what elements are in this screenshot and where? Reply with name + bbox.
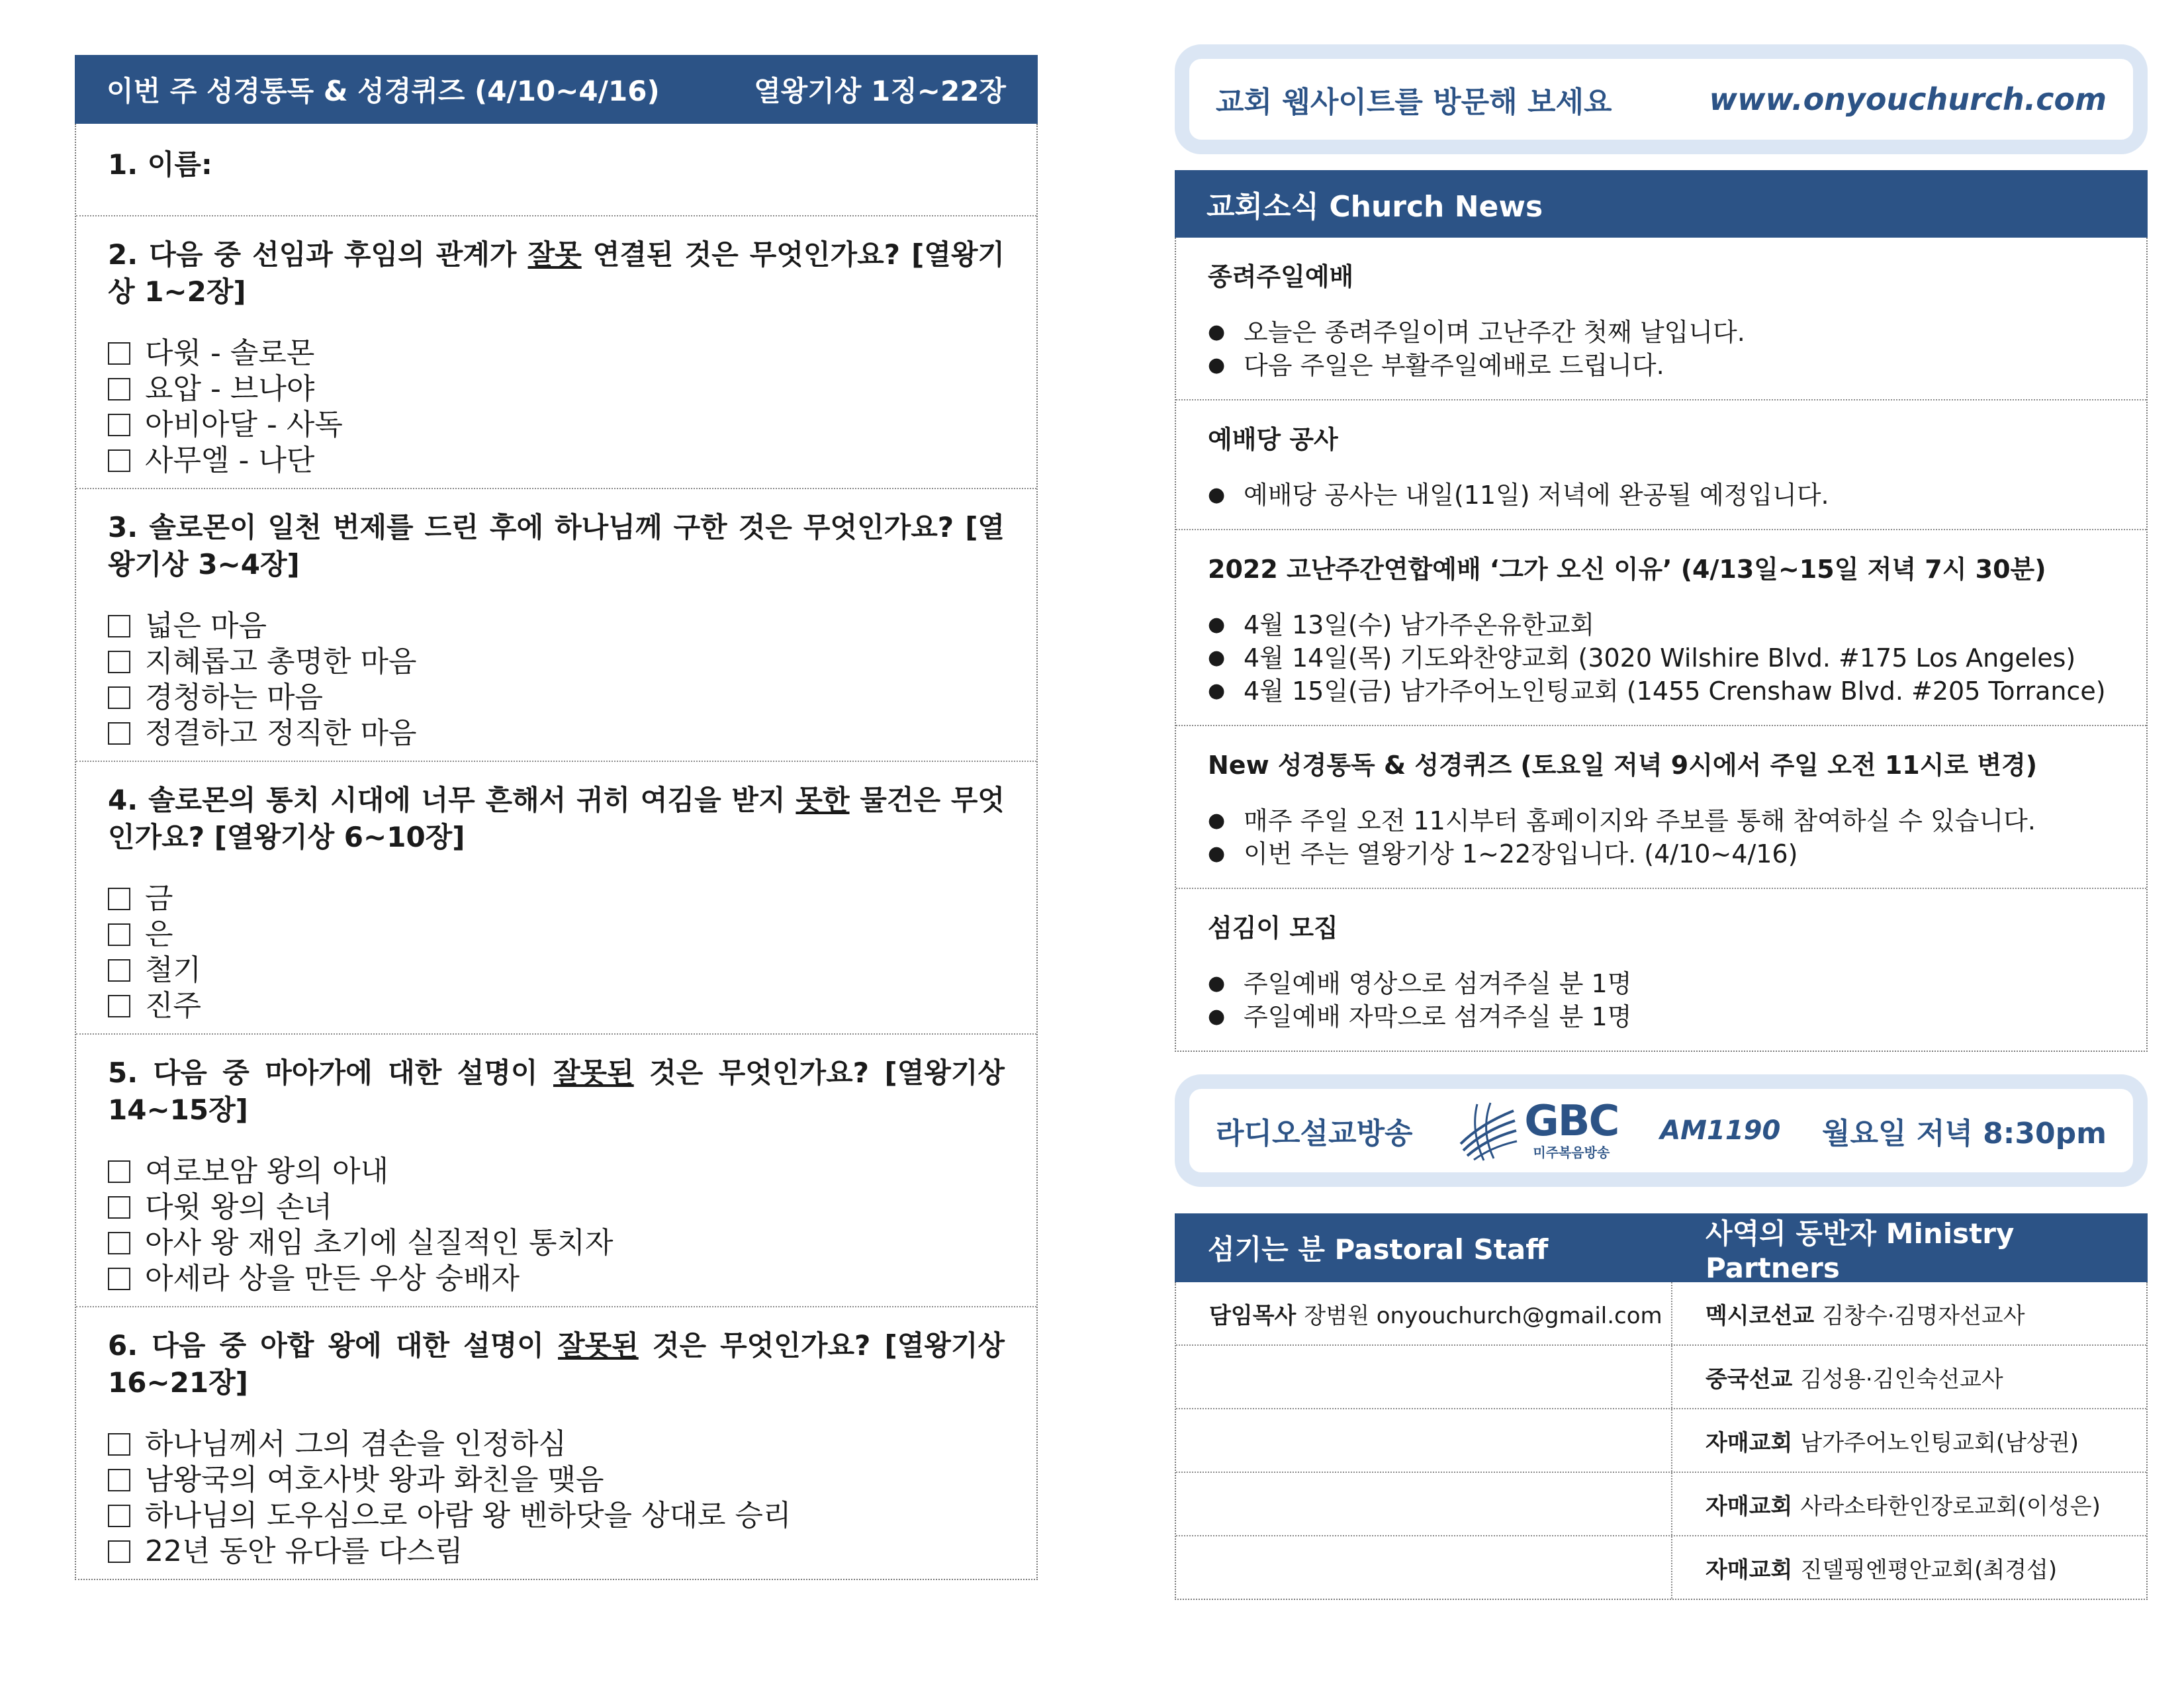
news-item: ● 오늘은 종려주일이며 고난주간 첫째 날입니다. <box>1208 316 2115 349</box>
checkbox[interactable] <box>108 1268 130 1290</box>
bullet-icon: ● <box>1208 1005 1226 1028</box>
checkbox[interactable] <box>108 414 130 436</box>
staff-body <box>1175 1282 2148 1600</box>
gbc-logo <box>1454 1098 1618 1164</box>
checkbox[interactable] <box>108 1540 130 1563</box>
quiz-option[interactable]: 경청하는 마음 <box>108 680 1005 716</box>
pastoral-staff-heading: 섬기는 분 Pastoral Staff <box>1208 1233 1549 1266</box>
news-section-title: 섬김이 모집 <box>1208 914 1338 943</box>
news-section-title: 2022 고난주간연합예배 ‘그가 오신 이유’ (4/13일~15일 저녁 7시 30분) <box>1208 555 2046 584</box>
quiz-question <box>76 488 1036 761</box>
quiz-name-row <box>76 124 1036 215</box>
checkbox[interactable] <box>108 342 130 365</box>
quiz-option[interactable]: 아세라 상을 만든 우상 숭배자 <box>108 1261 1005 1297</box>
staff-table <box>1175 1213 2148 1600</box>
quiz-question <box>76 761 1036 1033</box>
table-row <box>1176 1282 2146 1344</box>
partner-cell: 멕시코선교 김창수·김명자선교사 <box>1705 1302 2025 1329</box>
news-section-title: 종려주일예배 <box>1208 262 1354 291</box>
staff-cell <box>1176 1409 1672 1472</box>
checkbox[interactable] <box>108 995 130 1017</box>
bullet-icon: ● <box>1208 613 1226 636</box>
staff-cell <box>1176 1536 1672 1599</box>
quiz-option[interactable]: 요압 - 브나야 <box>108 371 1005 407</box>
bullet-icon: ● <box>1208 809 1226 832</box>
bullet-icon: ● <box>1208 972 1226 995</box>
news-header: 교회소식 Church News <box>1175 170 2148 238</box>
quiz-header <box>75 55 1038 124</box>
table-row <box>1176 1408 2146 1472</box>
quiz-body <box>75 124 1038 1580</box>
quiz-option[interactable]: 아사 왕 재임 초기에 실질적인 통치자 <box>108 1225 1005 1261</box>
checkbox[interactable] <box>108 1232 130 1254</box>
news-section-title: 예배당 공사 <box>1208 425 1338 454</box>
quiz-question <box>76 215 1036 488</box>
website-link[interactable]: www.onyouchurch.com <box>1709 81 2107 117</box>
staff-cell <box>1176 1346 1672 1408</box>
question-text: 6. 다음 중 아합 왕에 대한 설명이 잘못된 것은 무엇인가요? [열왕기상 16~21장] <box>108 1329 1005 1399</box>
quiz-option[interactable]: 넓은 마음 <box>108 608 1005 644</box>
news-section <box>1176 399 2146 529</box>
checkbox[interactable] <box>108 888 130 910</box>
bullet-icon: ● <box>1208 483 1226 506</box>
quiz-option[interactable]: 사무엘 - 나단 <box>108 443 1005 479</box>
quiz-range: 열왕기상 1징~22장 <box>754 75 1006 107</box>
quiz-option[interactable]: 진주 <box>108 988 1005 1024</box>
checkbox[interactable] <box>108 686 130 709</box>
quiz-option[interactable]: 하나님께서 그의 겸손을 인정하심 <box>108 1427 1005 1462</box>
quiz-option[interactable]: 다윗 - 솔로몬 <box>108 336 1005 371</box>
checkbox[interactable] <box>108 1196 130 1219</box>
checkbox[interactable] <box>108 722 130 745</box>
radio-frequency: AM1190 <box>1660 1115 1781 1146</box>
checkbox[interactable] <box>108 923 130 946</box>
news-section <box>1176 529 2146 725</box>
quiz-option[interactable]: 22년 동안 유다를 다스림 <box>108 1534 1005 1570</box>
news-item: ● 주일예배 자막으로 섬겨주실 분 1명 <box>1208 1000 2115 1033</box>
news-item: ● 주일예배 영상으로 섬겨주실 분 1명 <box>1208 967 2115 1000</box>
news-item: ● 4월 15일(금) 남가주어노인팅교회 (1455 Crenshaw Blvd. #205 Torrance) <box>1208 675 2115 708</box>
checkbox[interactable] <box>108 615 130 637</box>
news-item: ● 이번 주는 열왕기상 1~22장입니다. (4/10~4/16) <box>1208 837 2115 870</box>
quiz-option[interactable]: 은 <box>108 917 1005 953</box>
bullet-icon: ● <box>1208 353 1226 377</box>
checkbox[interactable] <box>108 651 130 673</box>
name-label: 1. 이름: <box>108 148 212 181</box>
ministry-partners-heading: 사역의 동반자 Ministry Partners <box>1706 1217 2015 1284</box>
church-news-panel <box>1175 170 2148 1052</box>
question-text: 3. 솔로몬이 일천 번제를 드린 후에 하나님께 구한 것은 무엇인가요? [열왕기상 3~4장] <box>108 511 1005 581</box>
website-label: 교회 웹사이트를 방문해 보세요 <box>1216 85 1612 119</box>
checkbox[interactable] <box>108 449 130 472</box>
quiz-option[interactable]: 아비아달 - 사독 <box>108 407 1005 443</box>
bullet-icon: ● <box>1208 320 1226 344</box>
staff-header <box>1175 1213 2148 1282</box>
table-row <box>1176 1535 2146 1599</box>
quiz-option[interactable]: 다윗 왕의 손녀 <box>108 1190 1005 1225</box>
question-text: 2. 다음 중 선임과 후임의 관계가 잘못 연결된 것은 무엇인가요? [열왕기상 1~2장] <box>108 238 1005 308</box>
news-section-title: New 성경통독 & 성경퀴즈 (토요일 저녁 9시에서 주일 오전 11시로 변경) <box>1208 751 2038 780</box>
news-item: ● 매주 주일 오전 11시부터 홈페이지와 주보를 통해 참여하실 수 있습니다. <box>1208 804 2115 837</box>
partner-cell: 중국선교 김성용·김인숙선교사 <box>1705 1366 2003 1393</box>
news-section <box>1176 238 2146 399</box>
quiz-question <box>76 1033 1036 1306</box>
news-item: ● 4월 14일(목) 기도와찬양교회 (3020 Wilshire Blvd. #175 Los Angeles) <box>1208 641 2115 675</box>
partner-cell: 자매교회 진델핑엔평안교회(최경섭) <box>1705 1556 2058 1583</box>
staff-cell <box>1176 1473 1672 1535</box>
website-banner <box>1175 44 2148 154</box>
gbc-logo-text: GBC <box>1524 1096 1619 1146</box>
question-text: 5. 다음 중 마아가에 대한 설명이 잘못된 것은 무엇인가요? [열왕기상 14~15장] <box>108 1056 1005 1126</box>
radio-time: 월요일 저녁 8:30pm <box>1822 1117 2107 1150</box>
news-body <box>1175 238 2148 1052</box>
checkbox[interactable] <box>108 1160 130 1183</box>
quiz-option[interactable]: 여로보암 왕의 아내 <box>108 1154 1005 1190</box>
checkbox[interactable] <box>108 378 130 400</box>
quiz-option[interactable]: 하나님의 도우심으로 아람 왕 벤하닷을 상대로 승리 <box>108 1498 1005 1534</box>
radio-label: 라디오설교방송 <box>1216 1117 1413 1150</box>
checkbox[interactable] <box>108 1505 130 1527</box>
quiz-option[interactable]: 금 <box>108 881 1005 917</box>
staff-cell: 담임목사 장범원 onyouchurch@gmail.com <box>1176 1282 1672 1344</box>
checkbox[interactable] <box>108 1469 130 1491</box>
checkbox[interactable] <box>108 1433 130 1456</box>
question-text: 4. 솔로몬의 통치 시대에 너무 흔해서 귀히 여김을 받지 못한 물건은 무엇인가요? [열왕기상 6~10장] <box>108 784 1005 853</box>
news-section <box>1176 725 2146 888</box>
news-section <box>1176 888 2146 1051</box>
quiz-question <box>76 1306 1036 1579</box>
bullet-icon: ● <box>1208 646 1226 669</box>
partner-cell: 자매교회 사라소타한인장로교회(이성은) <box>1705 1493 2101 1520</box>
partner-cell: 자매교회 남가주어노인팅교회(남상권) <box>1705 1429 2079 1456</box>
quiz-option[interactable]: 지혜롭고 총명한 마음 <box>108 644 1005 680</box>
quiz-title: 이번 주 성경통독 & 성경퀴즈 (4/10~4/16) <box>107 75 660 107</box>
globe-icon <box>1454 1098 1520 1164</box>
table-row <box>1176 1344 2146 1408</box>
quiz-option[interactable]: 남왕국의 여호사밧 왕과 화친을 맺음 <box>108 1462 1005 1498</box>
quiz-option[interactable]: 철기 <box>108 953 1005 988</box>
right-column <box>1175 44 2148 1600</box>
radio-banner <box>1175 1074 2148 1187</box>
news-item: ● 예배당 공사는 내일(11일) 저녁에 완공될 예정입니다. <box>1208 479 2115 512</box>
bible-quiz-panel <box>75 55 1038 1580</box>
news-item: ● 다음 주일은 부활주일예배로 드립니다. <box>1208 349 2115 382</box>
quiz-option[interactable]: 정결하고 정직한 마음 <box>108 716 1005 751</box>
bullet-icon: ● <box>1208 842 1226 865</box>
table-row <box>1176 1472 2146 1535</box>
checkbox[interactable] <box>108 959 130 982</box>
bullet-icon: ● <box>1208 679 1226 702</box>
gbc-logo-subtext: 미주복음방송 <box>1533 1144 1610 1160</box>
news-item: ● 4월 13일(수) 남가주온유한교회 <box>1208 608 2115 641</box>
